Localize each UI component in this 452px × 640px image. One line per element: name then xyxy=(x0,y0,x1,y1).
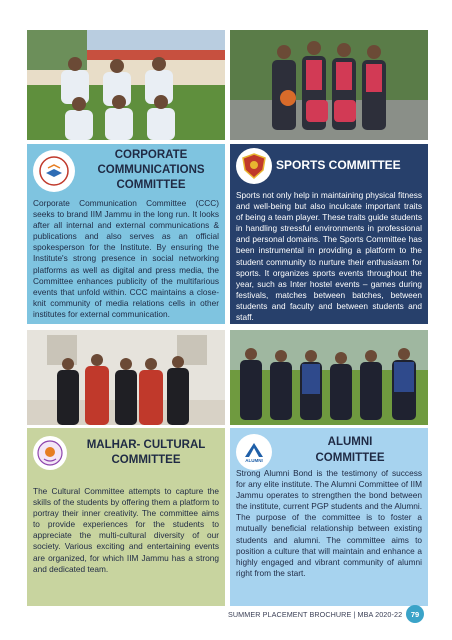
title-line: MALHAR- CULTURAL xyxy=(86,439,206,451)
corporate-committee-logo xyxy=(33,150,75,192)
alumni-committee-panel xyxy=(230,428,428,606)
malhar-committee-logo xyxy=(33,436,67,470)
corporate-committee-panel xyxy=(27,144,225,324)
sports-team-photo xyxy=(230,30,428,140)
alumni-team-photo xyxy=(230,330,428,425)
corporate-committee-title xyxy=(81,148,221,193)
title-line: COMMITTEE xyxy=(315,452,385,464)
alumni-committee-title xyxy=(280,434,420,466)
corporate-team-photo xyxy=(27,30,225,140)
malhar-committee-panel xyxy=(27,428,225,606)
sports-committee-logo xyxy=(236,148,272,184)
malhar-committee-body: The Cultural Committee attempts to capture the skills of the students by offering them a platform to portray their inner creativity. The committee aims to provide experiences for the students to appreciate the multi-cultural diversity of our society. Various exciting and entertaining events are organized, for which IIM Jammu has a strong and dedicated team. xyxy=(33,486,219,574)
triangle-logo-icon xyxy=(244,442,264,458)
alumni-committee-logo xyxy=(236,434,272,470)
brochure-footer: SUMMER PLACEMENT BROCHURE | MBA 2020-22 xyxy=(228,610,403,619)
sports-committee-body: Sports not only help in maintaining physical fitness and well-being but also inculcate important traits of being a team player. These traits guide students in handling stressful environments in professional and personal domains. The Sports Committee has been instrumental in providing a platform to the student community to nurture their enthusiasm for sports. It organizes sports events throughout the year, such as Inter hostel events – games during festivals, matches between batches, between students and faculty and between students and staff. xyxy=(236,190,422,323)
title-line: CORPORATE xyxy=(114,149,188,161)
title-line: COMMUNICATIONS xyxy=(97,164,205,176)
title-line: COMMITTEE xyxy=(116,179,186,191)
title-line: COMMITTEE xyxy=(111,454,181,466)
shield-icon xyxy=(240,152,268,180)
malhar-committee-title xyxy=(71,438,221,468)
title-line: ALUMNI xyxy=(327,436,373,448)
alumni-committee-body: Strong Alumni Bond is the testimony of success for any elite institute. The Alumni Committee of IIM Jammu operates to strengthen the bond between the institute, current PGP students and the Alumni. The purpose of the committee is to foster a mutually beneficial relationship between existing students and alumni. The committee aims to position a culture that will maintain and enhance a highly engaged and vibrant community of alumni right from the start. xyxy=(236,468,422,578)
sports-committee-panel xyxy=(230,144,428,324)
corporate-committee-body: Corporate Communication Committee (CCC) seeks to brand IIM Jammu in the long run. It looks after all internal and external communications & publications and also serves as an official spokesperson for the Institute. By ensuring the Institute's strong presence in social networking platforms as well as digital and press media, the Committee enhances publicity of the multifarious events that unfold within. CCC maintains a close-knit community of media relations cells in other institutes for external communication. xyxy=(33,198,219,319)
page-number: 79 xyxy=(406,605,424,623)
book-icon xyxy=(39,156,69,186)
alumni-logo-text: ALUMNI xyxy=(245,457,263,463)
sports-committee-title: SPORTS COMMITTEE xyxy=(276,158,401,172)
cultural-mask-icon xyxy=(37,440,63,466)
malhar-team-photo xyxy=(27,330,225,425)
